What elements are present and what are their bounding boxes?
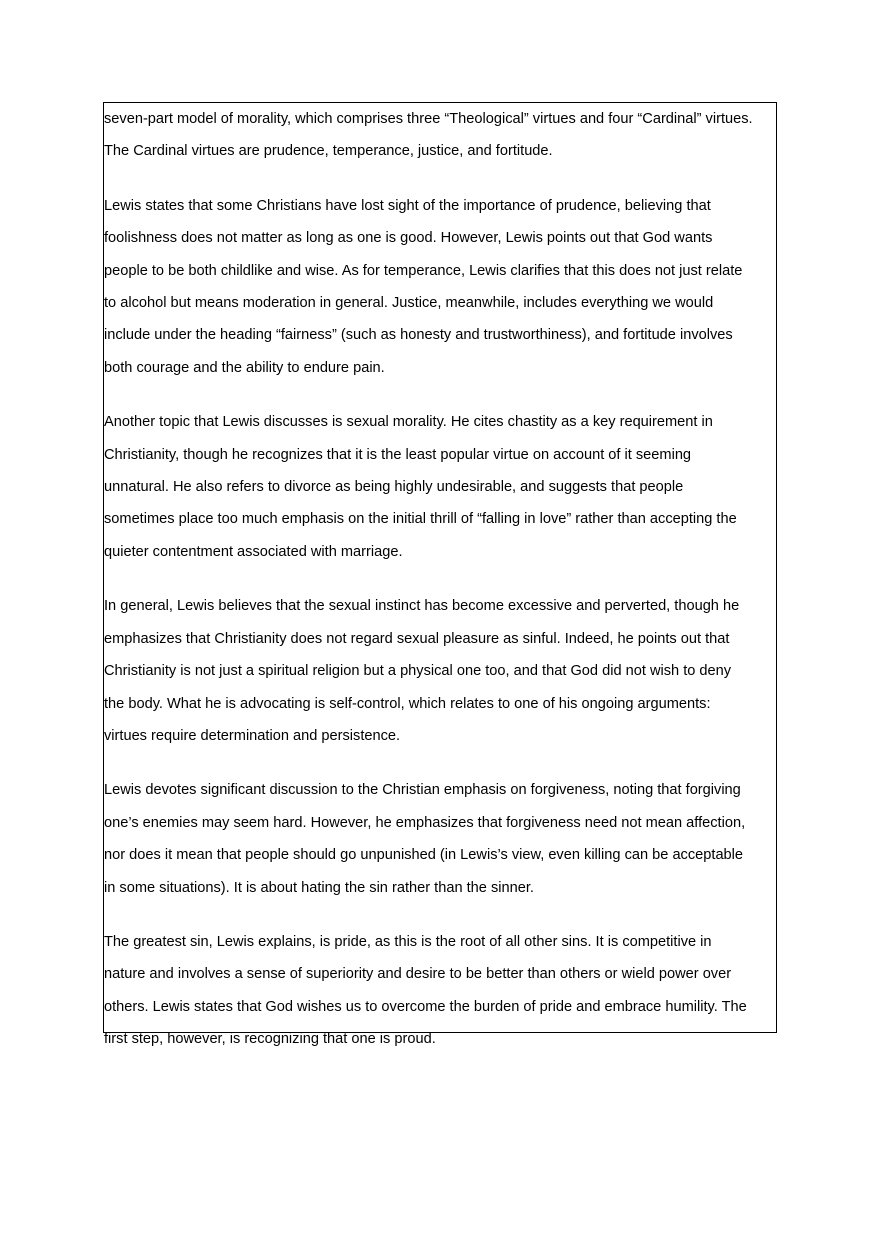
paragraph-sexual-morality: Another topic that Lewis discusses is sexual morality. He cites chastity as a key requirement in Christianity, though he recognizes that it is the least popular virtue on account of it seeming unnatural. He also refers to divorce as being highly undesirable, and suggests that people sometimes place too much emphasis on the initial thrill of “falling in love” rather than accepting the quieter contentment associated with marriage. (104, 414, 737, 560)
paragraph-forgiveness: Lewis devotes significant discussion to the Christian emphasis on forgiveness, noting that forgiving one’s enemies may seem hard. However, he emphasizes that forgiveness need not mean affection, nor does it mean that people should go unpunished (in Lewis’s view, even killing can be acceptable in some situations). It is about hating the sin rather than the sinner. (104, 782, 746, 896)
paragraph-pride: The greatest sin, Lewis explains, is pride, as this is the root of all other sins. It is competitive in nature and involves a sense of superiority and desire to be better than others or wield power over others. Lewis states that God wishes us to overcome the burden of pride and embrace humility. The first step, however, is recognizing that one is proud. (104, 933, 747, 1048)
paragraph-prudence-temperance: Lewis states that some Christians have lost sight of the importance of prudence, believing that foolishness does not matter as long as one is good. However, Lewis points out that God wants people to be both childlike and wise. As for temperance, Lewis clarifies that this does not just relate to alcohol but means moderation in general. Justice, meanwhile, includes everything we would include under the heading “fairness” (such as honesty and trustworthiness), and fortitude involves both courage and the ability to endure pain. (104, 197, 743, 376)
text-frame (103, 102, 777, 1048)
paragraph-cardinal-virtues: seven-part model of morality, which comprises three “Theological” virtues and four “Cardinal” virtues. The Cardinal virtues are prudence, temperance, justice, and fortitude. (104, 111, 753, 160)
paragraph-sexual-instinct: In general, Lewis believes that the sexual instinct has become excessive and perverted, though he emphasizes that Christianity does not regard sexual pleasure as sinful. Indeed, he points out that Christianity is not just a spiritual religion but a physical one too, and that God did not wish to deny the body. What he is advocating is self-control, which relates to one of his ongoing arguments: virtues require determination and persistence. (104, 598, 740, 744)
